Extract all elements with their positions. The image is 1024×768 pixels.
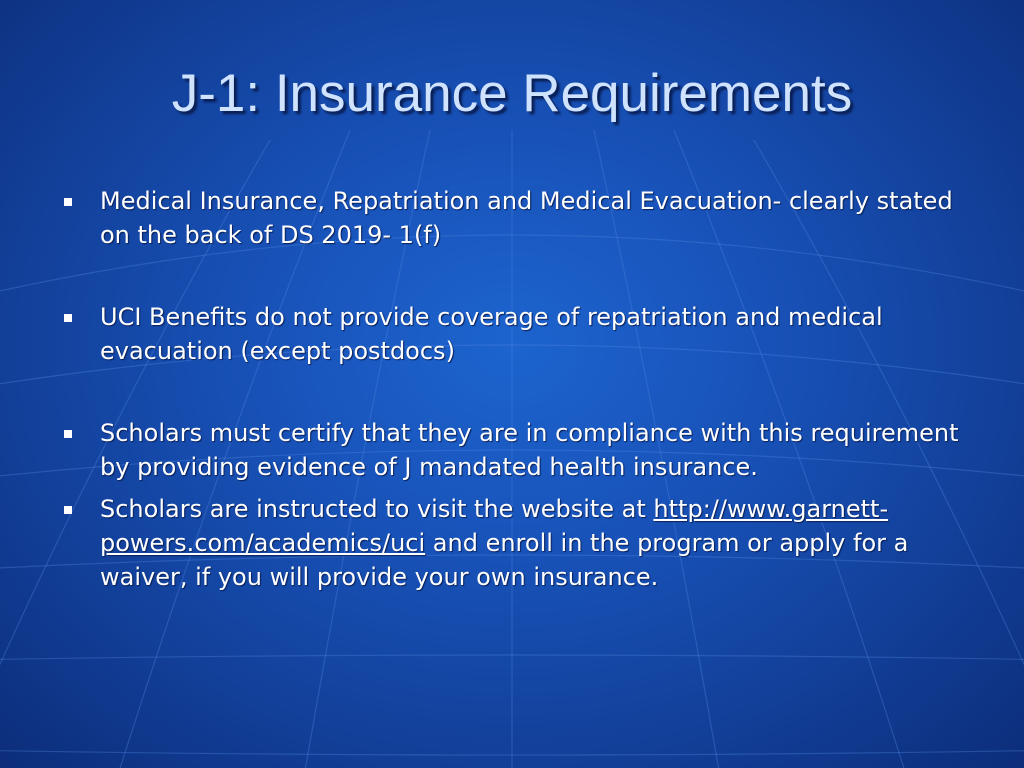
square-bullet-icon [64, 430, 72, 438]
bullet-text-before-link: Scholars are instructed to visit the website at [100, 495, 654, 523]
bullet-item-uci-benefits [64, 300, 984, 368]
bullet-item-medical-insurance [64, 184, 984, 252]
bullet-item-scholars-website [64, 492, 984, 594]
bullet-item-scholars-certify [64, 416, 984, 484]
insurance-website-link[interactable]: http://www.garnett-powers.com/academics/uci [100, 495, 889, 557]
slide-title: J-1: Insurance Requirements [171, 64, 853, 123]
square-bullet-icon [64, 314, 72, 322]
square-bullet-icon [64, 198, 72, 206]
bullet-list [64, 184, 984, 594]
bullet-text: Scholars must certify that they are in compliance with this requirement by providing evidence of J mandated health insurance. [100, 419, 959, 481]
bullet-text: UCI Benefits do not provide coverage of repatriation and medical evacuation (except postdocs) [100, 303, 883, 365]
square-bullet-icon [64, 506, 72, 514]
bullet-text: Medical Insurance, Repatriation and Medical Evacuation- clearly stated on the back of DS 2019- 1(f) [100, 187, 953, 249]
bullet-text-after-link: and enroll in the program or apply for a waiver, if you will provide your own insurance. [100, 529, 909, 591]
